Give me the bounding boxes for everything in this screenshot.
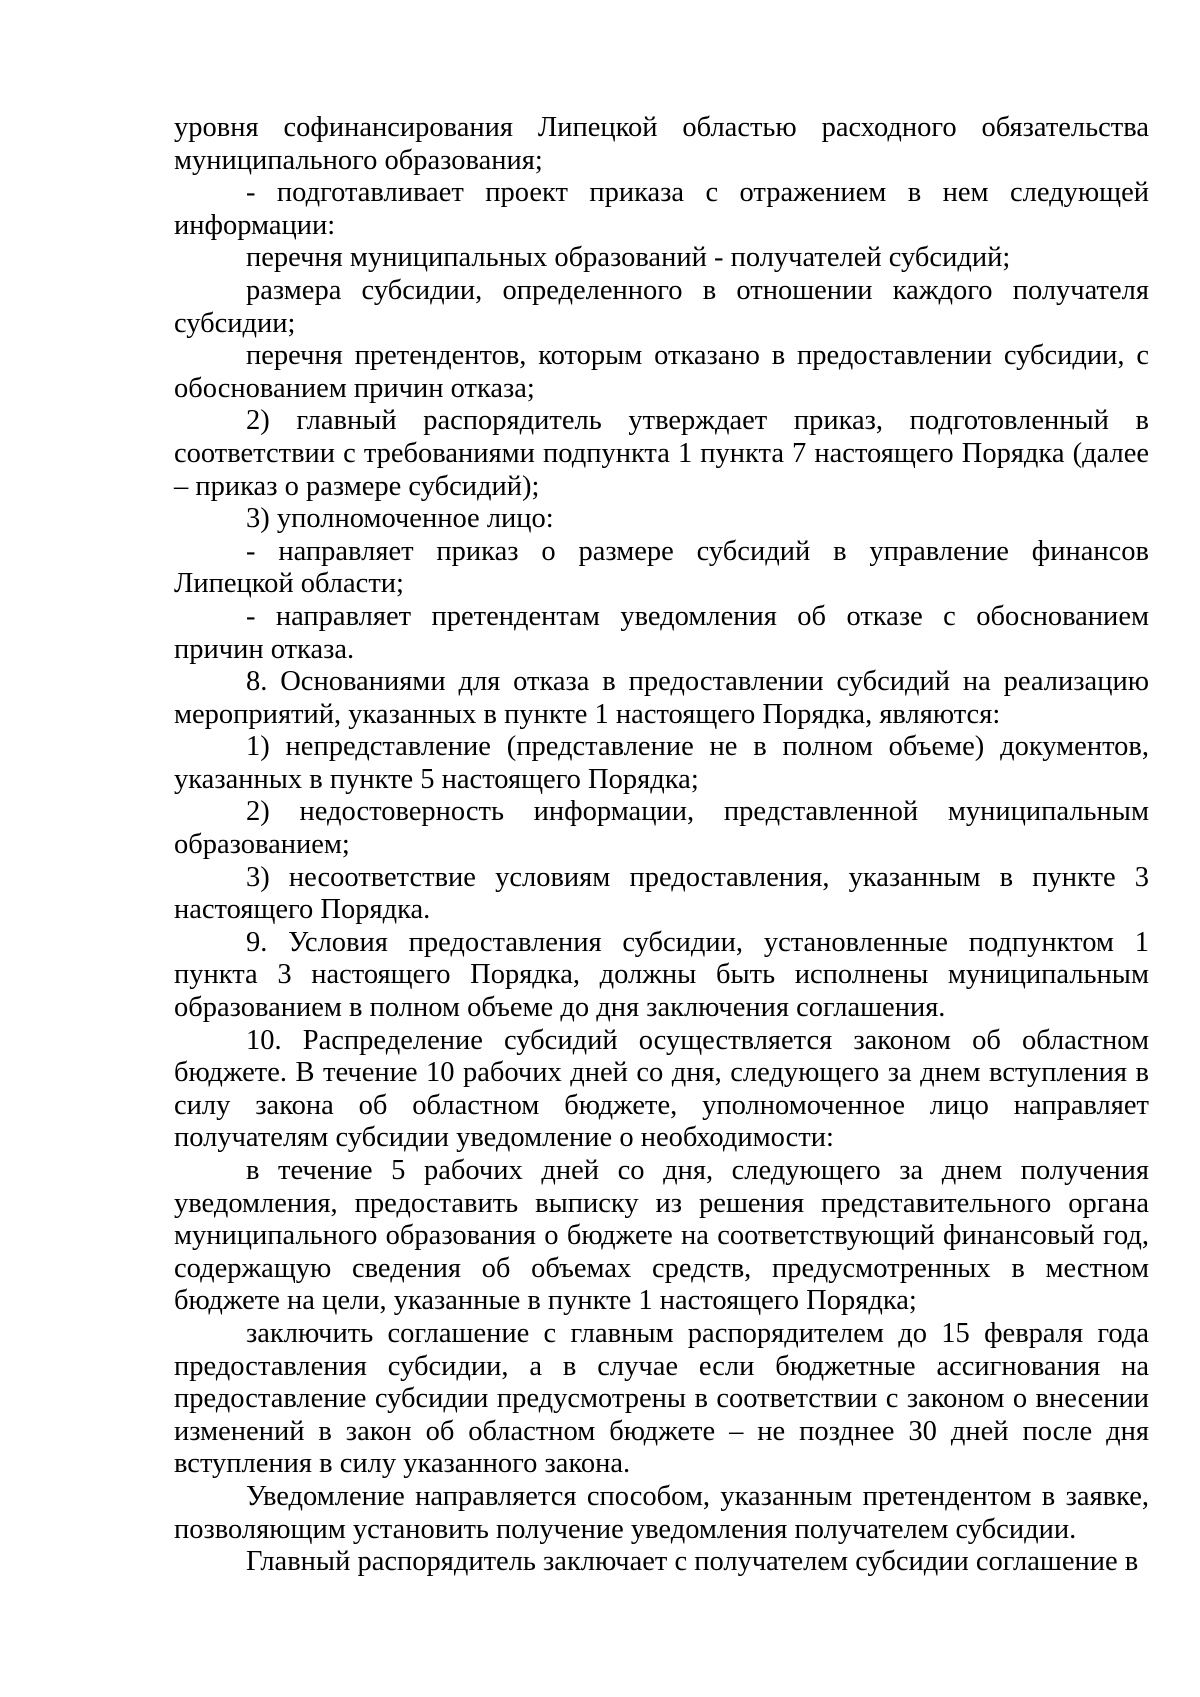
paragraph-conclude-agreement: заключить соглашение с главным распорядителем до 15 февраля года предоставления субсидии, а в случае если бюджетные ассигнования на предоставление субсидии предусмотрены в соответствии с законом о внесении изменений в закон об областном бюджете – не позднее 30 дней после дня вступления в силу указанного закона.: [174, 1317, 1149, 1480]
paragraph-item-8-3: 3) несоответствие условиям предоставления, указанным в пункте 3 настоящего Порядка.: [174, 861, 1149, 926]
paragraph-item-8: 8. Основаниями для отказа в предоставлении субсидий на реализацию мероприятий, указанных в пункте 1 настоящего Порядка, являются:: [174, 666, 1149, 730]
paragraph-subsidy-size: размера субсидии, определенного в отношении каждого получателя субсидии;: [174, 274, 1149, 339]
paragraph-send-order-finance: - направляет приказ о размере субсидий в управление финансов Липецкой области;: [174, 535, 1149, 600]
paragraph-municipal-list: перечня муниципальных образований - получателей субсидий;: [246, 242, 1011, 274]
paragraph-item-10: 10. Распределение субсидий осуществляется законом об областном бюджете. В течение 10 рабочих дней со дня, следующего за днем вступления в силу закона об областном бюджете, уполномоченное лицо направляет получателям субсидии уведомление о необходимости:: [174, 1024, 1149, 1154]
paragraph-main-manager-agreement: Главный распорядитель заключает с получателем субсидии соглашение в: [246, 1546, 1139, 1578]
document-body: [174, 112, 1149, 1579]
paragraph-item-8-1: 1) непредставление (представление не в полном объеме) документов, указанных в пункте 5 настоящего Порядка;: [174, 731, 1149, 795]
paragraph-prepare-order: - подготавливает проект приказа с отражением в нем следующей информации:: [174, 177, 1149, 241]
paragraph-item-8-2: 2) недостоверность информации, представленной муниципальным образованием;: [174, 796, 1149, 861]
paragraph-approve-order: 2) главный распорядитель утверждает приказ, подготовленный в соответствии с требованиями подпункта 1 пункта 7 настоящего Порядка (далее – приказ о размере субсидий);: [174, 405, 1149, 502]
paragraph-refused-applicants: перечня претендентов, которым отказано в предоставлении субсидии, с обоснованием причин отказа;: [174, 340, 1149, 404]
paragraph-send-refusal: - направляет претендентам уведомления об отказе с обоснованием причин отказа.: [174, 600, 1149, 665]
paragraph-authorized-person: 3) уполномоченное лицо:: [246, 503, 554, 535]
paragraph-provide-extract: в течение 5 рабочих дней со дня, следующего за днем получения уведомления, предоставить выписку из решения представительного органа муниципального образования о бюджете на соответствующий финансовый год, содержащую сведения об объемах средств, предусмотренных в местном бюджете на цели, указанные в пункте 1 настоящего Порядка;: [174, 1155, 1149, 1317]
paragraph-item-9: 9. Условия предоставления субсидии, установленные подпунктом 1 пункта 3 настоящего Порядка, должны быть исполнены муниципальным образованием в полном объеме до дня заключения соглашения.: [174, 926, 1149, 1024]
paragraph-cofinancing-level: уровня софинансирования Липецкой областью расходного обязательства муниципального образования;: [174, 112, 1149, 176]
paragraph-notification-method: Уведомление направляется способом, указанным претендентом в заявке, позволяющим установить получение уведомления получателем субсидии.: [174, 1480, 1149, 1545]
